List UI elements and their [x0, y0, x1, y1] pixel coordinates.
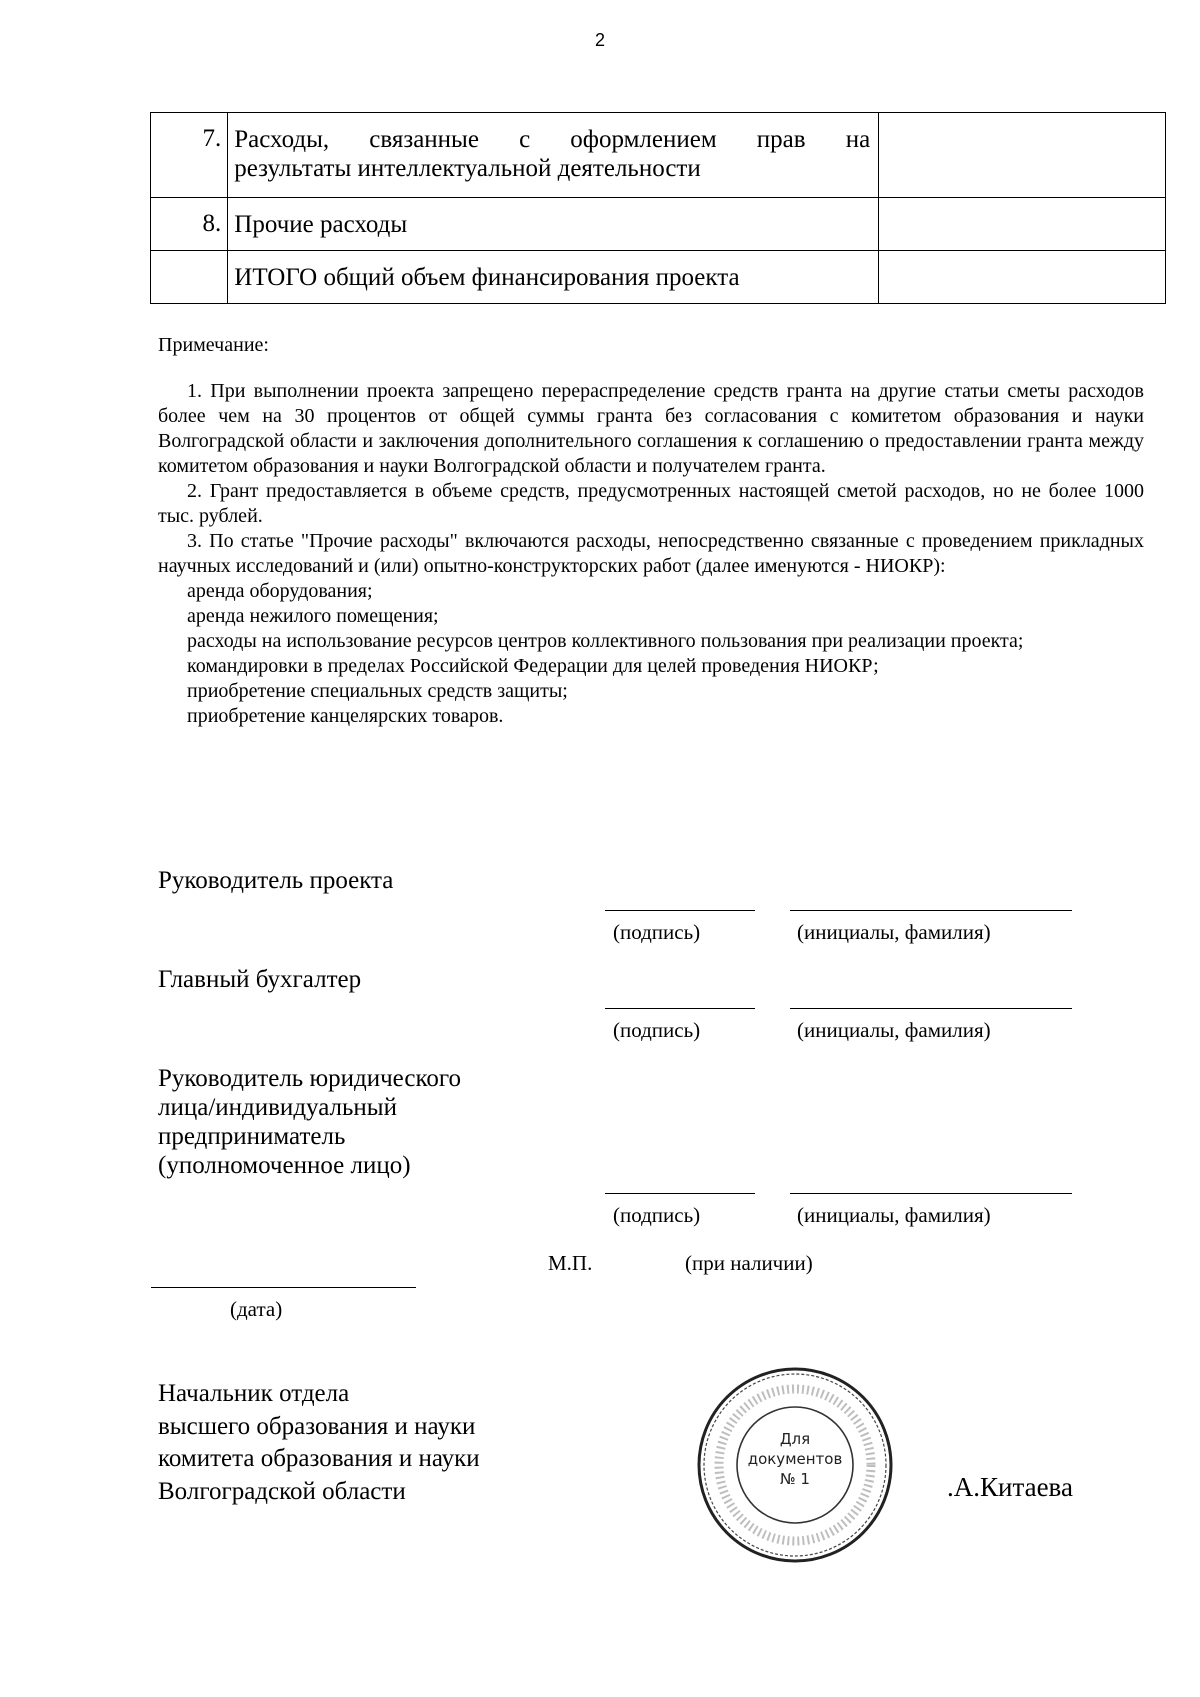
note-list-item: приобретение специальных средств защиты;: [187, 680, 568, 702]
approver-line: Начальник отдела: [158, 1380, 350, 1407]
date-caption: (дата): [230, 1297, 283, 1321]
note-list-item: аренда оборудования;: [187, 580, 373, 602]
signature-line: [605, 1008, 755, 1009]
name-caption: (инициалы, фамилия): [797, 1018, 991, 1042]
row-value: [879, 113, 1166, 198]
notes-section: [158, 333, 1144, 729]
approver-line: комитета образования и науки: [158, 1445, 480, 1472]
stamp-text: документов: [747, 1450, 843, 1468]
note-item: 2. Грант предоставляется в объеме средств, предусмотренных настоящей сметой расходов, но не более 1000 тыс. рублей.: [158, 480, 1144, 527]
row-number: 8.: [151, 198, 228, 251]
date-line: [151, 1287, 416, 1288]
stamp-text: № 1: [780, 1470, 810, 1488]
table-row: [151, 251, 1166, 304]
table-row: [151, 113, 1166, 198]
note-list-item: приобретение канцелярских товаров.: [187, 705, 504, 727]
row-text: ИТОГО общий объем финансирования проекта: [228, 251, 879, 304]
row-value: [879, 251, 1166, 304]
row-number: 7.: [151, 113, 228, 198]
row-text: [228, 113, 879, 198]
note-item: 1. При выполнении проекта запрещено перераспределение средств гранта на другие статьи сметы расходов более чем на 30 процентов от общей суммы гранта без согласования с комитетом образования и науки Волгоградской области и заключения дополнительного соглашения к соглашению о предоставлении гранта между комитетом образования и науки Волгоградской области и получателем гранта.: [158, 380, 1144, 477]
notes-title: Примечание:: [158, 334, 269, 356]
name-caption: (инициалы, фамилия): [797, 920, 991, 944]
note-list-item: расходы на использование ресурсов центров коллективного пользования при реализации проекта;: [187, 630, 1024, 652]
official-stamp: [695, 1365, 895, 1565]
note-item: 3. По статье "Прочие расходы" включаются расходы, непосредственно связанные с проведением прикладных научных исследований и (или) опытно-конструкторских работ (далее именуются - НИОКР):: [158, 530, 1144, 577]
signature-caption: (подпись): [613, 1203, 701, 1227]
table-row: [151, 198, 1166, 251]
label-line: лица/индивидуальный: [158, 1094, 397, 1121]
approver-block: [158, 1378, 480, 1508]
row-text-line: результаты интеллектуальной деятельности: [234, 155, 701, 182]
row-text: Прочие расходы: [228, 198, 879, 251]
signature-caption: (подпись): [613, 920, 701, 944]
name-line: [790, 1008, 1072, 1009]
row-number: [151, 251, 228, 304]
signature-label-project-head: Руководитель проекта: [158, 867, 394, 894]
approver-name: .А.Китаева: [947, 1472, 1073, 1502]
page-number: 2: [594, 30, 605, 50]
name-line: [790, 910, 1072, 911]
label-line: Руководитель юридического: [158, 1065, 461, 1092]
note-list-item: аренда нежилого помещения;: [187, 605, 439, 627]
signature-label-chief-accountant: Главный бухгалтер: [158, 966, 362, 993]
stamp-seal-graphic: [695, 1365, 895, 1565]
signature-line: [605, 1193, 755, 1194]
row-value: [879, 198, 1166, 251]
seal-place-note: (при наличии): [685, 1251, 813, 1275]
signature-label-legal-entity-head: [158, 1064, 461, 1180]
name-caption: (инициалы, фамилия): [797, 1203, 991, 1227]
signature-caption: (подпись): [613, 1018, 701, 1042]
stamp-text: Для: [779, 1430, 811, 1448]
note-list-item: командировки в пределах Российской Федерации для целей проведения НИОКР;: [187, 655, 879, 677]
label-line: предприниматель: [158, 1123, 346, 1150]
signature-line: [605, 910, 755, 911]
seal-place-label: М.П.: [548, 1251, 593, 1275]
cost-table: [150, 112, 1166, 304]
approver-line: Волгоградской области: [158, 1477, 406, 1505]
approver-line: высшего образования и науки: [158, 1412, 476, 1440]
name-line: [790, 1193, 1072, 1194]
label-line: (уполномоченное лицо): [158, 1152, 411, 1179]
row-text-line: Расходы, связанные с оформлением прав на: [234, 126, 871, 153]
